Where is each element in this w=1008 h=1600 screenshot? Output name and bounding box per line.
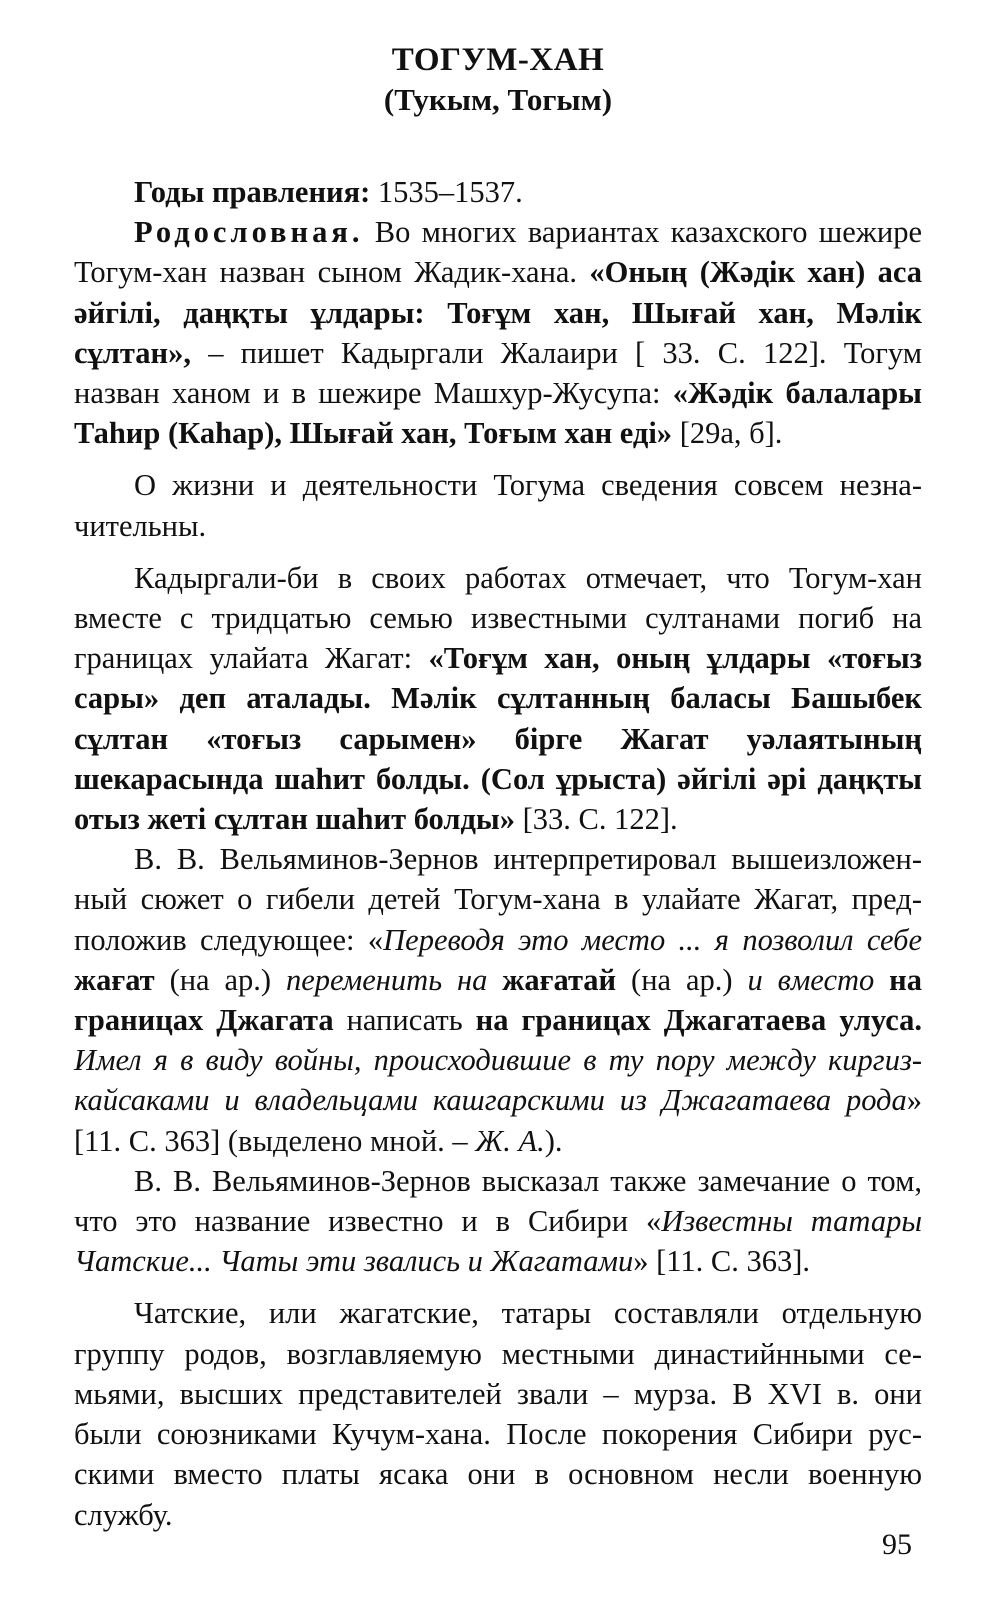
velyaminov2-text-2: » [11. С. 363]. xyxy=(633,1244,811,1279)
velyaminov2-italic: Известны татары Чатские... Чаты эти звались и Жагатами xyxy=(74,1204,922,1279)
genealogy-text-2: – пишет Кадыргали Жалаири [ 33. С. 122]. Тогум назван ханом и в шежире Машхур-Жусупа: xyxy=(74,335,922,411)
velyaminov1-italic-2: переменить на xyxy=(285,962,503,997)
genealogy-quote-1: «Оның (Жәдік хан) аса әйгілі, даңқты ұлдары: Тоғұм хан, Шығай хан, Мәлік сұлтан», xyxy=(74,255,922,370)
paragraph-kadyrgali xyxy=(74,558,922,839)
paragraph-chat-tatars: Чатские, или жагатские, татары составляли отдельную группу родов, возглавляемую местными династийнными семьями, высших представителей звали – мурза. В XVI в. они были союзниками Кучум-хана. После покорения Сибири русскими вместо платы ясака они в основном несли военную службу. xyxy=(74,1296,922,1532)
velyaminov1-text-1: В. В. Вельяминов-Зернов интерпретировал вышеизложенный сюжет о гибели детей Тогум-хана в улайате Жагат, предположив следующее: « xyxy=(74,842,922,957)
velyaminov2-text-1: В. В. Вельяминов-Зернов высказал также замечание о том, что это название известно и в Сибири « xyxy=(74,1163,922,1239)
document-page xyxy=(74,40,922,1570)
velyaminov1-bold-1: жағат xyxy=(74,962,155,997)
paragraph-life-info: О жизни и деятельности Тогума сведения совсем незначительны. xyxy=(74,468,922,543)
velyaminov1-text-4: написать xyxy=(333,1003,476,1038)
velyaminov1-text-2: (на ар.) xyxy=(154,962,286,997)
velyaminov1-italic-4: Имел я в виду войны, происходившие в ту пору между киргиз-кайсаками и владельцами кашгарскими из Джагатаева рода xyxy=(74,1043,922,1118)
genealogy-label: Родословная. xyxy=(134,215,364,250)
kadyrgali-quote: «Тоғұм хан, оның ұлдары «тоғыз сары» деп аталады. Мәлік сұлтанның баласы Башыбек сұлтан «тоғыз сарымен» бірге Жагат уәлаятының шекарасында шаһит болды. (Сол ұрыста) әйгілі әрі даңқты отыз жеті сұлтан шаһит болды» xyxy=(74,641,923,837)
paragraph-reign-years xyxy=(74,172,922,212)
velyaminov1-text-6: ). xyxy=(544,1123,563,1158)
page-number: 95 xyxy=(882,1528,912,1561)
velyaminov1-bold-3: на границах Джагата xyxy=(74,962,922,1038)
reign-years: 1535–1537. xyxy=(370,175,523,209)
genealogy-text-1: Во многих вариантах казахского шежире Тогум-хан назван сыном Жадик-хана. xyxy=(74,215,922,290)
velyaminov1-italic-1: Переводя это место ... я позволил себе xyxy=(383,922,922,957)
velyaminov1-bold-4: на границах Джагатаева улуса. xyxy=(475,1003,923,1038)
velyaminov1-text-5: » [11. С. 363] (выделено мной. – xyxy=(74,1083,922,1158)
velyaminov1-bold-2: жағатай xyxy=(502,962,617,997)
paragraph-velyaminov-1 xyxy=(74,839,922,1161)
chapter-title: ТОГУМ-ХАН xyxy=(391,42,605,78)
velyaminov1-text-3: (на ар.) xyxy=(616,962,748,997)
genealogy-text-3: [29а, б]. xyxy=(672,416,783,451)
chapter-subtitle: (Тукым, Тогым) xyxy=(383,82,613,117)
kadyrgali-text-1: Кадыргали-би в своих работах отмечает, что Тогум-хан вместе с тридцатью семью известными султанами погиб на границах улайата Жагат: xyxy=(74,560,922,676)
reign-label: Годы правления: xyxy=(134,175,371,209)
velyaminov1-italic-3: и вместо xyxy=(747,962,890,997)
paragraph-velyaminov-2 xyxy=(74,1161,922,1282)
paragraph-genealogy xyxy=(74,212,922,453)
velyaminov1-italic-5: Ж. А. xyxy=(475,1123,545,1158)
kadyrgali-text-2: [33. С. 122]. xyxy=(515,802,678,837)
genealogy-quote-2: «Жәдік балалары Таһир (Каһар), Шығай хан, Тоғым хан еді» xyxy=(74,376,922,451)
